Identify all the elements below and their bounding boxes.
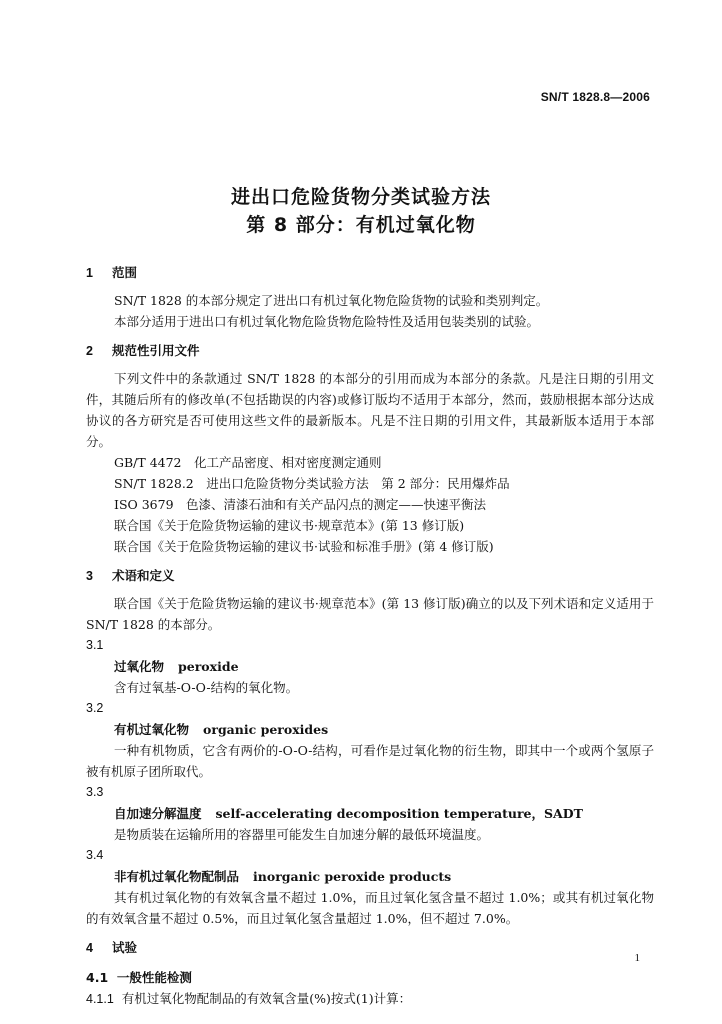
term-zh: 自加速分解温度 xyxy=(114,806,202,821)
section-heading xyxy=(86,340,654,362)
subsection-title: 一般性能检测 xyxy=(116,970,192,985)
term-definition: 一种有机物质，它含有两价的-O-O-结构，可看作是过氧化物的衍生物，即其中一个或两个氢原子被有机原子团所取代。 xyxy=(86,743,654,779)
paragraph: 本部分适用于进出口有机过氧化物危险货物危险特性及适用包装类别的试验。 xyxy=(114,314,540,329)
term-definition: 含有过氧基-O-O-结构的氧化物。 xyxy=(114,680,299,695)
term-heading xyxy=(86,656,654,677)
term-definition: 是物质装在运输所用的容器里可能发生自加速分解的最低环境温度。 xyxy=(114,827,490,842)
section-title: 试验 xyxy=(112,940,138,955)
clause-number: 3.1 xyxy=(86,638,104,652)
subsubsection-line xyxy=(86,988,654,1010)
term-definition: 其有机过氧化物的有效氧含量不超过 1.0%，而且过氧化氢含量不超过 1.0%；或其有机过氧化物的有效氧含量不超过 0.5%，而且过氧化氢含量超过 1.0%，但不超过 7.0%。 xyxy=(86,890,654,926)
reference-item: 联合国《关于危险货物运输的建议书·试验和标准手册》(第 4 修订版) xyxy=(114,539,494,554)
document-title: 进出口危险货物分类试验方法 xyxy=(230,186,491,208)
clause-number: 3.3 xyxy=(86,785,104,799)
term-zh: 过氧化物 xyxy=(114,659,165,674)
term-zh: 非有机过氧化物配制品 xyxy=(114,869,240,884)
document-body xyxy=(86,262,654,1010)
section-number: 4 xyxy=(86,941,93,955)
term-zh: 有机过氧化物 xyxy=(114,722,190,737)
term-en: self-accelerating decomposition temperature，SADT xyxy=(215,806,583,821)
paragraph: 下列文件中的条款通过 SN/T 1828 的本部分的引用而成为本部分的条款。凡是注日期的引用文件，其随后所有的修改单(不包括勘误的内容)或修订版均不适用于本部分，然而，鼓励根据本部分达成协议的各方研究是否可使用这些文件的最新版本。凡是不注日期的引用文件，其最新版本适用于本部分。 xyxy=(86,371,654,449)
subsection-heading xyxy=(86,967,654,988)
section-number: 3 xyxy=(86,569,93,583)
paragraph: SN/T 1828 的本部分规定了进出口有机过氧化物危险货物的试验和类别判定。 xyxy=(114,293,549,308)
subsection-number: 4.1 xyxy=(86,970,109,985)
section-title: 范围 xyxy=(112,265,138,280)
term-en: peroxide xyxy=(178,659,239,674)
subsubsection-text: 有机过氧化物配制品的有效氧含量(%)按式(1)计算： xyxy=(121,991,412,1006)
clause-number: 3.4 xyxy=(86,848,104,862)
term-en: organic peroxides xyxy=(203,722,329,737)
reference-item: ISO 3679 色漆、清漆石油和有关产品闪点的测定——快速平衡法 xyxy=(114,497,487,512)
reference-item: SN/T 1828.2 进出口危险货物分类试验方法 第 2 部分：民用爆炸品 xyxy=(114,476,510,491)
term-heading xyxy=(86,866,654,887)
page-number: 1 xyxy=(634,952,640,964)
term-heading xyxy=(86,719,654,740)
section-title: 术语和定义 xyxy=(112,568,175,583)
subsubsection-number: 4.1.1 xyxy=(86,992,114,1006)
reference-item: GB/T 4472 化工产品密度、相对密度测定通则 xyxy=(114,455,382,470)
clause-number: 3.2 xyxy=(86,701,104,715)
section-heading xyxy=(86,565,654,587)
paragraph: 联合国《关于危险货物运输的建议书·规章范本》(第 13 修订版)确立的以及下列术语和定义适用于 SN/T 1828 的本部分。 xyxy=(86,596,654,632)
section-title: 规范性引用文件 xyxy=(112,343,200,358)
section-number: 2 xyxy=(86,344,93,358)
term-en: inorganic peroxide products xyxy=(253,869,452,884)
standard-code: SN/T 1828.8—2006 xyxy=(540,90,650,104)
section-heading xyxy=(86,262,654,284)
term-heading xyxy=(86,803,654,824)
section-number: 1 xyxy=(86,266,93,280)
document-subtitle: 第 8 部分：有机过氧化物 xyxy=(246,214,476,236)
reference-item: 联合国《关于危险货物运输的建议书·规章范本》(第 13 修订版) xyxy=(114,518,465,533)
section-heading xyxy=(86,937,654,959)
